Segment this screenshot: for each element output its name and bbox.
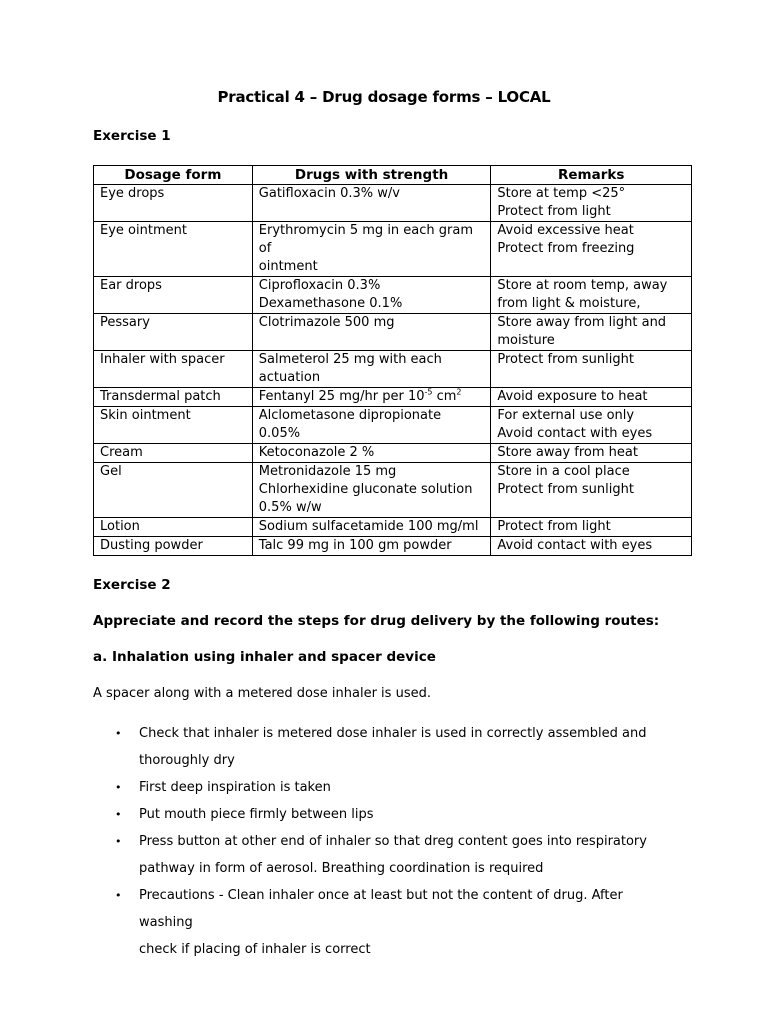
bullet-icon: •	[115, 835, 122, 848]
dosage-form-cell: Ear drops	[94, 277, 253, 314]
drug-line: Talc 99 mg in 100 gm powder	[258, 538, 452, 553]
remark-line: moisture	[497, 333, 555, 348]
remark-line: Store in a cool place	[497, 464, 630, 479]
drug-line: Erythromycin 5 mg in each gram of	[258, 223, 474, 256]
step-text-line: pathway in form of aerosol. Breathing coordination is required	[139, 861, 544, 876]
remark-line: Protect from sunlight	[497, 482, 634, 497]
table-row	[94, 185, 692, 222]
drug-line: Gatifloxacin 0.3% w/v	[258, 186, 400, 201]
remark-line: Avoid excessive heat	[497, 223, 634, 238]
dosage-form-cell: Eye drops	[94, 185, 253, 222]
remark-line: Protect from light	[497, 204, 611, 219]
remark-line: Avoid contact with eyes	[497, 538, 653, 553]
column-header-dosage-form: Dosage form	[94, 166, 253, 185]
step-text-line: check if placing of inhaler is correct	[139, 942, 371, 957]
remark-line: Avoid contact with eyes	[497, 426, 653, 441]
remark-line: Protect from sunlight	[497, 352, 634, 367]
drug-line: Ketoconazole 2 %	[258, 445, 375, 460]
column-header-remarks: Remarks	[491, 166, 692, 185]
table-row	[94, 444, 692, 463]
list-item	[93, 774, 673, 801]
step-text-line: First deep inspiration is taken	[139, 780, 331, 795]
list-item	[93, 882, 673, 963]
drug-line: Ciprofloxacin 0.3%	[258, 278, 381, 293]
dosage-form-cell: Inhaler with spacer	[94, 351, 253, 388]
table-header-row	[94, 166, 692, 185]
drug-line: Chlorhexidine gluconate solution	[258, 482, 473, 497]
remarks-cell	[491, 351, 692, 388]
drug-line: Metronidazole 15 mg	[258, 464, 397, 479]
list-item	[93, 801, 673, 828]
table-row	[94, 537, 692, 556]
remark-line: Store at temp <25°	[497, 186, 626, 201]
bullet-icon: •	[115, 781, 122, 794]
drug-cell	[252, 314, 491, 351]
remarks-cell	[491, 185, 692, 222]
drug-cell	[252, 463, 491, 518]
drug-line: Clotrimazole 500 mg	[258, 315, 395, 330]
dosage-form-cell: Transdermal patch	[94, 388, 253, 407]
remarks-cell	[491, 444, 692, 463]
table-row	[94, 351, 692, 388]
table-row	[94, 314, 692, 351]
list-item	[93, 828, 673, 882]
dosage-form-cell: Eye ointment	[94, 222, 253, 277]
dosage-form-cell: Skin ointment	[94, 407, 253, 444]
page-title: Practical 4 – Drug dosage forms – LOCAL	[217, 88, 551, 106]
drug-line: ointment	[258, 259, 318, 274]
table-row	[94, 518, 692, 537]
remarks-cell	[491, 407, 692, 444]
remarks-cell	[491, 518, 692, 537]
drug-cell	[252, 222, 491, 277]
step-text-line: Precautions - Clean inhaler once at least but not the content of drug. After washing	[139, 888, 623, 930]
intro-paragraph: A spacer along with a metered dose inhaler is used.	[93, 686, 431, 701]
drug-text: Fentanyl 25 mg/hr per 10	[258, 389, 425, 404]
drug-cell	[252, 277, 491, 314]
drug-cell	[252, 388, 491, 407]
drug-cell	[252, 537, 491, 556]
remarks-cell	[491, 463, 692, 518]
drug-cell	[252, 185, 491, 222]
remark-line: Avoid exposure to heat	[497, 389, 648, 404]
remark-line: Store at room temp, away	[497, 278, 668, 293]
column-header-drugs: Drugs with strength	[252, 166, 491, 185]
table-row	[94, 388, 692, 407]
remarks-cell	[491, 537, 692, 556]
bullet-icon: •	[115, 808, 122, 821]
remark-line: Store away from heat	[497, 445, 638, 460]
dosage-form-cell: Lotion	[94, 518, 253, 537]
remarks-cell	[491, 388, 692, 407]
step-text-line: thoroughly dry	[139, 753, 235, 768]
drug-line	[259, 388, 485, 406]
table-row	[94, 463, 692, 518]
inhalation-subheading: a. Inhalation using inhaler and spacer device	[93, 649, 436, 665]
drug-line: Dexamethasone 0.1%	[258, 296, 403, 311]
bullet-icon: •	[115, 889, 122, 902]
bullet-icon: •	[115, 727, 122, 740]
drug-line: Salmeterol 25 mg with each	[258, 352, 442, 367]
exercise-2-instruction: Appreciate and record the steps for drug delivery by the following routes:	[93, 613, 660, 629]
remarks-cell	[491, 314, 692, 351]
exercise-2-heading: Exercise 2	[93, 577, 171, 593]
step-text-line: Put mouth piece firmly between lips	[139, 807, 374, 822]
dosage-form-cell: Cream	[94, 444, 253, 463]
remarks-cell	[491, 222, 692, 277]
drug-cell	[252, 518, 491, 537]
exponent: -5	[424, 387, 433, 397]
table-row	[94, 407, 692, 444]
exercise-1-heading: Exercise 1	[93, 128, 171, 144]
drug-line: Alclometasone dipropionate 0.05%	[258, 408, 442, 441]
steps-list	[93, 720, 673, 963]
remark-line: Protect from freezing	[497, 241, 635, 256]
unit-text: cm	[432, 389, 457, 404]
drug-cell	[252, 407, 491, 444]
step-text-line: Check that inhaler is metered dose inhaler is used in correctly assembled and	[139, 726, 647, 741]
drug-line: Sodium sulfacetamide 100 mg/ml	[258, 519, 479, 534]
remarks-cell	[491, 277, 692, 314]
table-row	[94, 277, 692, 314]
dosage-form-cell: Gel	[94, 463, 253, 518]
drug-cell	[252, 351, 491, 388]
unit-exponent: 2	[456, 387, 462, 397]
dosage-forms-table	[93, 165, 692, 556]
table-row	[94, 222, 692, 277]
drug-line: 0.5% w/w	[258, 500, 322, 515]
step-text-line: Press button at other end of inhaler so that dreg content goes into respiratory	[139, 834, 647, 849]
remark-line: Store away from light and	[497, 315, 667, 330]
drug-cell	[252, 444, 491, 463]
remark-line: from light & moisture,	[497, 296, 641, 311]
remark-line: Protect from light	[497, 519, 611, 534]
drug-line: actuation	[258, 370, 321, 385]
dosage-form-cell: Pessary	[94, 314, 253, 351]
remark-line: For external use only	[497, 408, 635, 423]
dosage-form-cell: Dusting powder	[94, 537, 253, 556]
list-item	[93, 720, 673, 774]
